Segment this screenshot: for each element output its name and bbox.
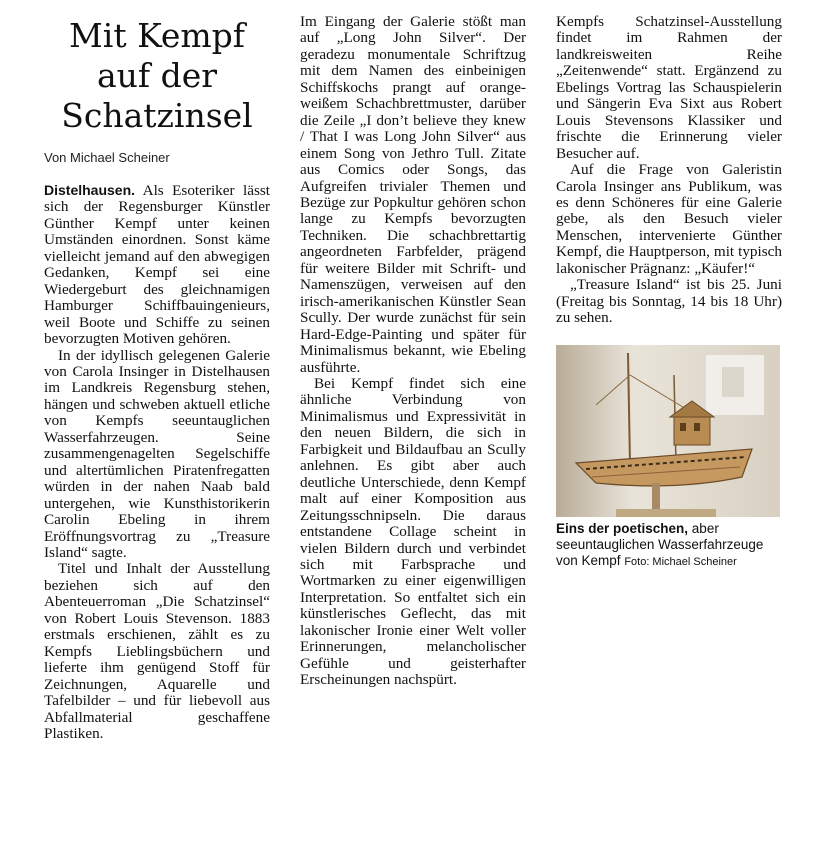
photo-credit: Foto: Michael Scheiner xyxy=(624,555,737,568)
caption-lead: Eins der poetischen, xyxy=(556,520,689,536)
byline: Von Michael Scheiner xyxy=(44,150,170,165)
paragraph: Auf die Frage von Galeristin Carola Insinger ans Publikum, was es denn Schöneres für eine Galerie gebe, als den Besuch vieler Menschen, intervenierte Günther Kempf, die Hauptperson, mit typisch lakonischer Prägnanz: „Käufer!“ xyxy=(556,161,782,277)
column-1 xyxy=(44,14,270,742)
paragraph: Titel und Inhalt der Ausstellung beziehen sich auf den Abenteuerroman „Die Schatzinsel“ von Robert Louis Stevenson. 1883 erstmals erschienen, zählt es zu Kempfs Lieblingsbüchern und lieferte ihm genügend Stoff für Zeichnungen, Aquarelle und Tafelbilder – und für liebevoll aus Abfallmaterial geschaffene Plastiken. xyxy=(44,560,270,742)
paragraph: Bei Kempf findet sich eine ähnliche Verbindung von Minimalismus und Expressivität in den neuen Bildern, die sich in Farbigkeit und Bildaufbau an Scully anlehnen. Es gibt aber auch deutliche Unterschiede, denn Kempf malt auf einer Komposition aus Zeitungsschnipseln. Die daraus entstandene Collage scheint in vielen Bildern durch und verbindet sich mit Farbsprache und Wortmarken zu einer eigenwilligen Interpretation. So entfaltet sich ein künstlerisches Geflecht, das mit lakonischer Ironie einer Welt voller Erinnerungen, melancholischer Gefühle und geisterhafter Erscheinungen nachspürt. xyxy=(300,374,526,689)
ship-sculpture-photo xyxy=(556,345,780,517)
paragraph-text: Als Esoteriker lässt sich der Regensburger Künstler Günther Kempf unter keinen Umständen einordnen. Sonst käme vielleicht jemand auf den abwegigen Gedanken, Kempf sei eine Wiedergeburt des gleichnamigen Hamburger Schiffbauingenieurs, weil Boote und Schiffe zu seinen bevorzugten Motiven gehören. xyxy=(44,182,270,348)
article-body-col2 xyxy=(300,14,526,689)
photo-caption xyxy=(556,521,782,570)
article-body-col3 xyxy=(556,14,782,327)
headline-line-3: Schatzinsel xyxy=(61,96,253,135)
article-body-col1 xyxy=(44,182,270,742)
headline-line-1: Mit Kempf xyxy=(68,16,246,55)
paragraph xyxy=(44,182,270,348)
paragraph: In der idyllisch gelegenen Galerie von Carola Insinger in Distelhausen im Landkreis Regensburg stehen, hängen und schweben aktuell etliche von Kempfs seeuntauglichen Wasserfahrzeugen. Seine zusammengenagelten Segelschiffe und altertümlichen Piratenfregatten würden in der nahen Naab bald untergehen, wie Kunsthistorikerin Carolin Ebeling in ihrem Eröffnungsvortrag zu „Treasure Island“ sagte. xyxy=(44,346,270,561)
paragraph: Im Eingang der Galerie stößt man auf „Long John Silver“. Der geradezu monumentale Schriftzug mit dem Namen des einbeinigen Schiffskochs prangt auf orange-weißem Schachbrettmuster, darüber die Zeile „I don’t believe they knew / That I was Long John Silver“ aus einem Song von Jethro Tull. Zitate aus Comics oder Songs, das Aufgreifen trivialer Themen und Bezüge zur Popkultur gehören schon lange zu Kempfs bevorzugten Techniken. Die schachbrettartig angeordneten Farbfelder, prägend für weitere Bilder mit Schrift- und Namenszügen, verweisen auf den irisch-amerikanischen Künstler Sean Scully. Der wurde zunächst für sein Hard-Edge-Painting und später für Minimalismus bekannt, wie Ebeling ausführte. xyxy=(300,13,526,376)
ship-sculpture-illustration xyxy=(556,345,780,517)
headline-line-2: auf der xyxy=(96,56,218,95)
headline xyxy=(44,14,270,136)
paragraph: „Treasure Island“ ist bis 25. Juni (Freitag bis Sonntag, 14 bis 18 Uhr) zu sehen. xyxy=(556,276,782,327)
dateline: Distelhausen. xyxy=(44,182,136,198)
column-2 xyxy=(300,14,526,689)
paragraph: Kempfs Schatzinsel-Ausstellung findet im Rahmen der landkreisweiten Reihe „Zeitenwende“ statt. Ergänzend zu Ebelings Vortrag las Schauspielerin und Sängerin Eva Sixt aus Robert Louis Stevensons Klassiker und frischte die Erinnerung vieler Besucher auf. xyxy=(556,13,782,162)
caption-text: aber seeuntauglichen Wasserfahrzeuge von Kempf xyxy=(556,520,764,568)
column-3 xyxy=(556,14,782,570)
